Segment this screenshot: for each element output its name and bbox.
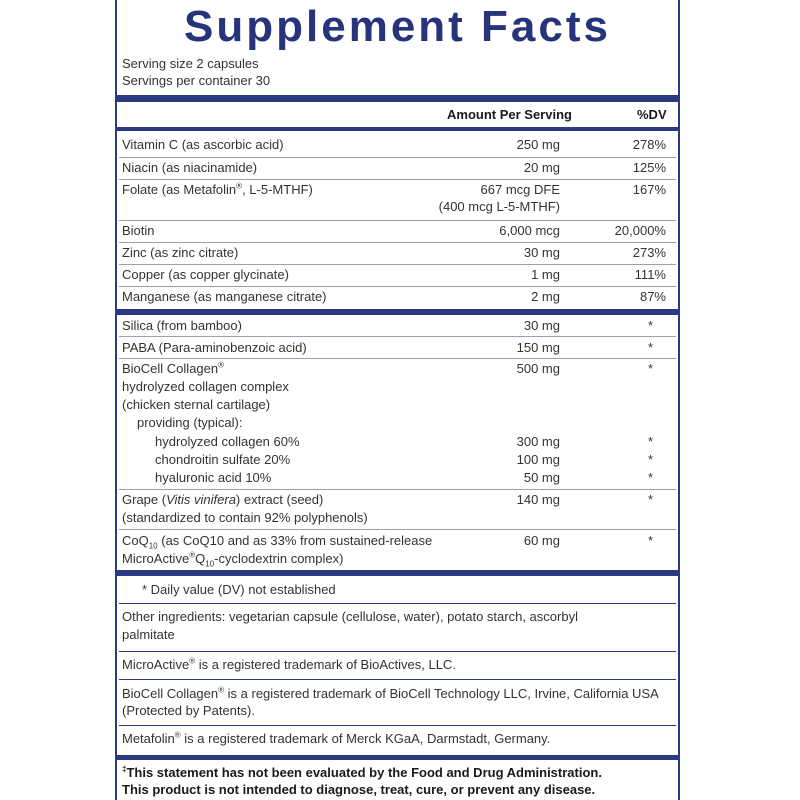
nutrient-amount: 150 mg — [516, 340, 560, 355]
nutrient-name: Folate (as Metafolin®, L-5-MTHF) — [122, 181, 313, 197]
nutrient-amount: 20 mg — [523, 160, 560, 175]
row-divider — [119, 179, 676, 180]
nutrient-name: CoQ$_{10}$ (as CoQ10 and as 33% from sustained-release — [122, 533, 433, 551]
nutrient-name: PABA (Para-aminobenzoic acid) — [122, 340, 307, 355]
section-divider — [117, 309, 678, 315]
dv-header: %DV — [637, 107, 667, 122]
nutrient-name: Vitamin C (as ascorbic acid) — [122, 137, 284, 152]
row-divider — [119, 242, 676, 243]
nutrient-amount: 50 mg — [523, 470, 560, 485]
row-divider — [119, 489, 676, 490]
nutrient-name: Silica (from bamboo) — [122, 318, 242, 333]
nutrient-dv: * — [647, 452, 653, 467]
nutrient-dv: * — [647, 340, 653, 355]
nutrient-dv: * — [647, 492, 653, 507]
serving-size: Serving size 2 capsules — [122, 56, 259, 71]
nutrient-name: hydrolyzed collagen 60% — [155, 434, 300, 449]
nutrient-amount: 2 mg — [531, 289, 560, 304]
trademark-metafolin: Metafolin® is a registered trademark of Merck KGaA, Darmstadt, Germany. — [122, 730, 551, 746]
nutrient-desc-line: hydrolyzed collagen complex — [122, 379, 289, 394]
nutrient-name: Biotin — [122, 223, 155, 238]
nutrient-dv: * — [647, 361, 653, 376]
nutrient-amount: 100 mg — [516, 452, 560, 467]
nutrient-name: BioCell Collagen® — [122, 360, 225, 376]
other-ingredients-cont: palmitate — [122, 627, 175, 642]
servings-per-container: Servings per container 30 — [122, 73, 271, 88]
nutrient-name: chondroitin sulfate 20% — [155, 452, 291, 467]
divider — [119, 725, 676, 726]
divider — [119, 651, 676, 652]
nutrient-amount: 6,000 mcg — [499, 223, 560, 238]
nutrient-name: Copper (as copper glycinate) — [122, 267, 289, 282]
thick-divider — [117, 755, 678, 760]
nutrient-dv: 125% — [632, 160, 666, 175]
nutrient-name: Grape (Vitis vinifera) extract (seed) — [122, 492, 324, 507]
other-ingredients: Other ingredients: vegetarian capsule (cellulose, water), potato starch, ascorbyl — [122, 609, 578, 624]
nutrient-desc-line: $MicroActive®Q_{10}$-cyclodextrin complex) — [122, 550, 344, 569]
trademark-biocell-cont: (Protected by Patents). — [122, 703, 255, 718]
amount-per-serving-header: Amount Per Serving — [447, 107, 572, 122]
nutrient-dv: 167% — [632, 182, 666, 197]
nutrient-amount: 667 mcg DFE — [480, 182, 560, 197]
page-title: Supplement Facts — [184, 2, 611, 51]
nutrient-dv: 20,000% — [614, 223, 666, 238]
row-divider — [119, 286, 676, 287]
row-divider — [119, 336, 676, 337]
nutrient-amount-detail: (400 mcg L-5-MTHF) — [438, 199, 560, 214]
nutrient-dv: * — [647, 533, 653, 548]
trademark-biocell: BioCell Collagen® is a registered trademark of BioCell Technology LLC, Irvine, California USA — [122, 685, 659, 701]
nutrient-dv: * — [647, 318, 653, 333]
nutrient-name: hyaluronic acid 10% — [155, 470, 272, 485]
nutrient-amount: 1 mg — [531, 267, 560, 282]
disclaimer-line-1: ‡This statement has not been evaluated by the Food and Drug Administration. — [122, 764, 602, 780]
nutrient-amount: 140 mg — [516, 492, 560, 507]
nutrient-providing: providing (typical): — [137, 415, 243, 430]
nutrient-dv: 111% — [634, 267, 666, 282]
nutrient-amount: 30 mg — [523, 245, 560, 260]
nutrient-desc-line: (chicken sternal cartilage) — [122, 397, 271, 412]
divider — [119, 603, 676, 604]
row-divider — [119, 264, 676, 265]
row-divider — [119, 220, 676, 221]
nutrient-desc-line: (standardized to contain 92% polyphenols) — [122, 510, 368, 525]
header-divider — [117, 127, 678, 131]
trademark-microactive: MicroActive® is a registered trademark of BioActives, LLC. — [122, 656, 456, 672]
thick-divider — [117, 95, 678, 102]
nutrient-dv: 278% — [632, 137, 666, 152]
nutrient-dv: * — [647, 434, 653, 449]
nutrient-amount: 60 mg — [523, 533, 560, 548]
row-divider — [119, 157, 676, 158]
disclaimer-line-2: This product is not intended to diagnose, treat, cure, or prevent any disease. — [122, 782, 596, 797]
divider — [119, 679, 676, 680]
supplement-facts-panel — [115, 0, 680, 800]
nutrient-name: Zinc (as zinc citrate) — [122, 245, 239, 260]
nutrient-amount: 30 mg — [523, 318, 560, 333]
nutrient-amount: 500 mg — [516, 361, 560, 376]
dv-note: * Daily value (DV) not established — [142, 582, 336, 597]
nutrient-name: Niacin (as niacinamide) — [122, 160, 258, 175]
section-divider — [117, 570, 678, 576]
nutrient-dv: * — [647, 470, 653, 485]
row-divider — [119, 358, 676, 359]
nutrient-amount: 250 mg — [516, 137, 560, 152]
row-divider — [119, 529, 676, 530]
nutrient-name: Manganese (as manganese citrate) — [122, 289, 327, 304]
nutrient-amount: 300 mg — [516, 434, 560, 449]
nutrient-dv: 273% — [632, 245, 666, 260]
nutrient-dv: 87% — [639, 289, 666, 304]
